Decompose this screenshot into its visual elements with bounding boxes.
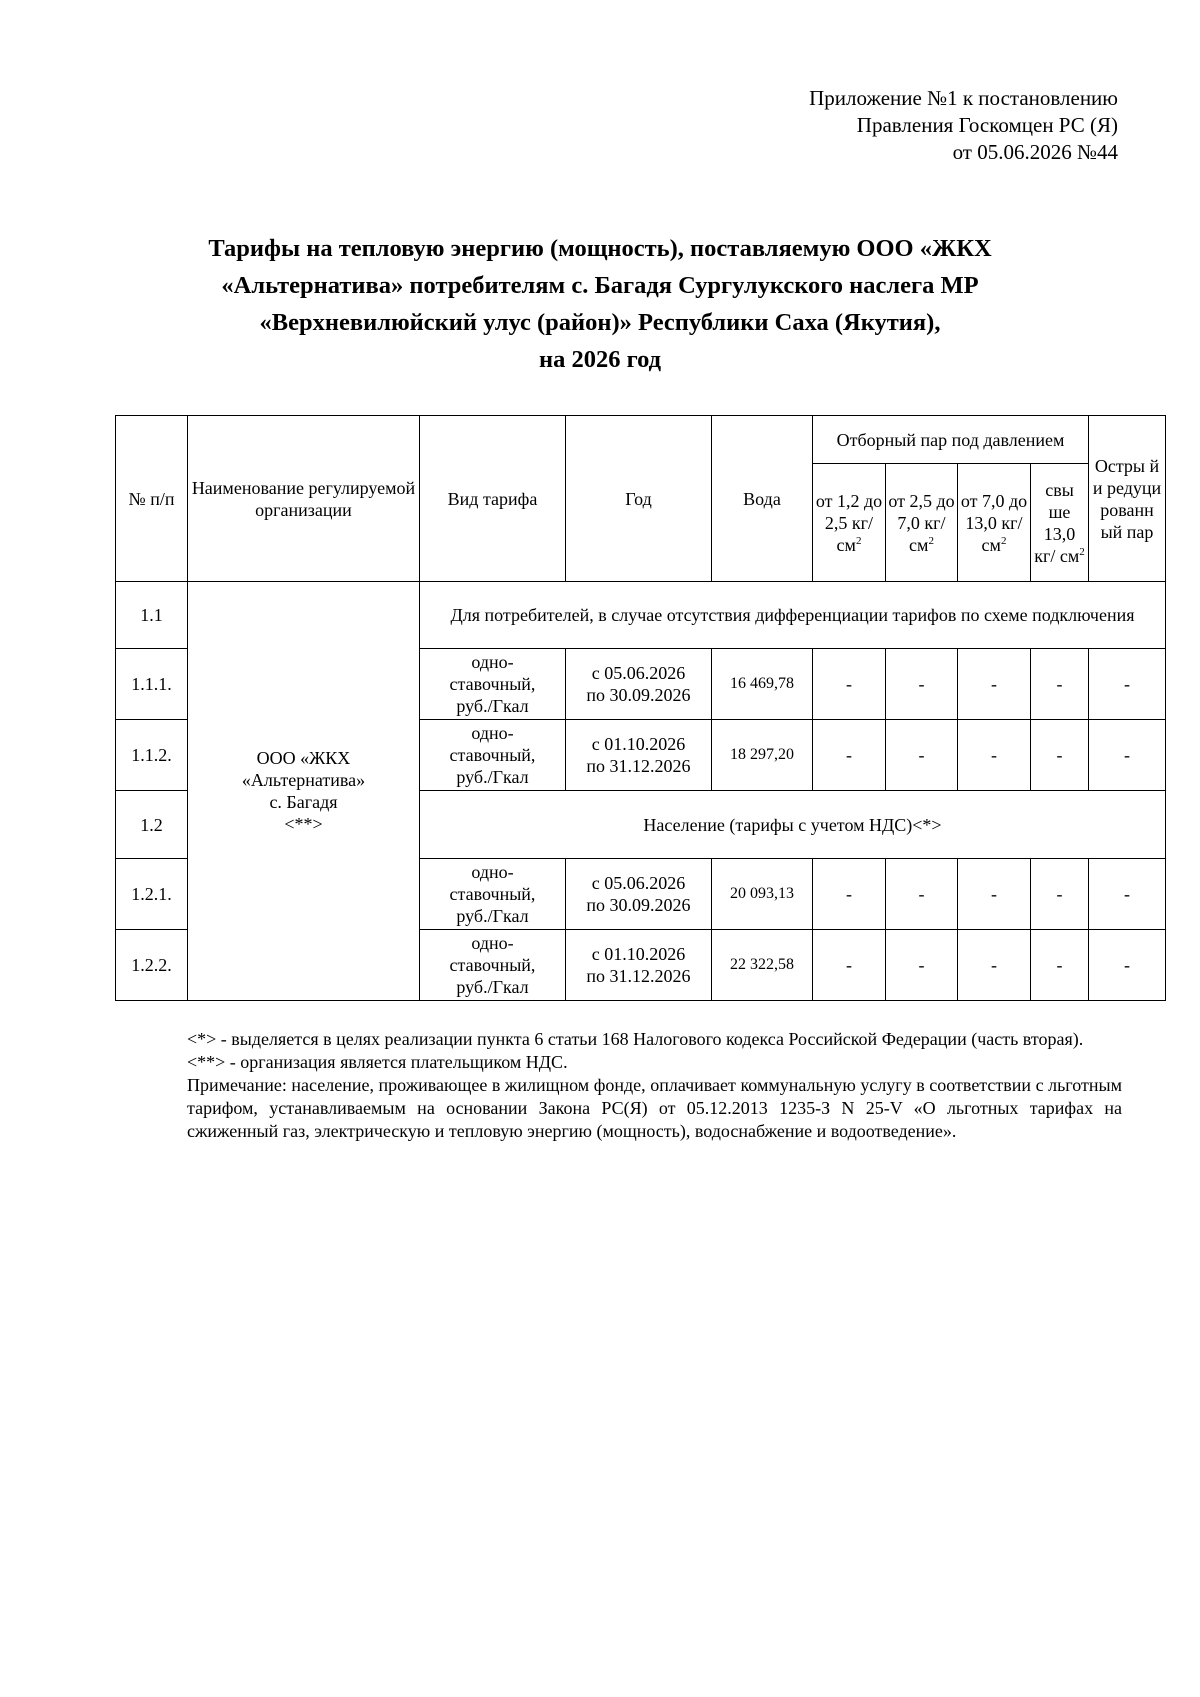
steam-value: - [958,649,1031,720]
superscript: 2 [928,534,934,547]
header-row [116,416,1166,464]
water-value: 16 469,78 [712,649,813,720]
org-name-cell: ООО «ЖКХ «Альтернатива» с. Багадя <**> [188,582,420,1001]
steam-value: - [958,930,1031,1001]
steam-value: - [886,649,958,720]
water-value: 18 297,20 [712,720,813,791]
sharp-steam-value: - [1089,649,1166,720]
row-num: 1.2.1. [116,859,188,930]
tariff-type-cell: одно- ставочный, руб./Гкал [420,930,566,1001]
steam-value: - [1031,649,1089,720]
sharp-steam-value: - [1089,859,1166,930]
row-num: 1.2.2. [116,930,188,1001]
appendix-line: Приложение №1 к постановлению [809,86,1118,110]
steam-value: - [813,859,886,930]
title-line: «Альтернатива» потребителям с. Багадя Сургулукского наслега МР [221,272,979,299]
period-cell: с 01.10.2026 по 31.12.2026 [566,930,712,1001]
header-water: Вода [712,416,813,582]
steam-value: - [813,649,886,720]
header-steam-group: Отборный пар под давлением [813,416,1089,464]
appendix-header [598,85,1118,166]
sharp-steam-value: - [1089,930,1166,1001]
title-line: Тарифы на тепловую энергию (мощность), поставляемую ООО «ЖКХ [208,235,992,262]
superscript: 2 [1000,534,1007,547]
row-num: 1.2 [116,791,188,859]
tariff-type-cell: одно- ставочный, руб./Гкал [420,859,566,930]
tariff-type-cell: одно- ставочный, руб./Гкал [420,649,566,720]
header-year: Год [566,416,712,582]
superscript: 2 [1079,545,1085,558]
section-band: Население (тарифы с учетом НДС)<*> [420,791,1166,859]
steam-value: - [958,859,1031,930]
row-num: 1.1 [116,582,188,649]
note-paragraph: Примечание: население, проживающее в жилищном фонде, оплачивает коммунальную услугу в соответствии с льготным тарифом, устанавливаемым на основании Закона РС(Я) от 05.12.2013 1235-З N 25-V «О льготных тарифах на сжиженный газ, электрическую и тепловую энергию (мощность), водоснабжение и водоотведение». [187,1075,1122,1141]
header-steam-4: свы ше 13,0 кг/ $см^2$ [1031,464,1089,582]
tariff-type-cell: одно- ставочный, руб./Гкал [420,720,566,791]
footnote: <*> - выделяется в целях реализации пункта 6 статьи 168 Налогового кодекса Российской Федерации (часть вторая). [187,1029,1084,1049]
header-steam-1: от 1,2 до 2,5 кг/ $см^2$ [813,464,886,582]
period-cell: с 01.10.2026 по 31.12.2026 [566,720,712,791]
footnote: <**> - организация является плательщиком НДС. [187,1052,568,1072]
row-num: 1.1.2. [116,720,188,791]
steam-value: - [886,930,958,1001]
water-value: 20 093,13 [712,859,813,930]
steam-value: - [813,930,886,1001]
header-num: № п/п [116,416,188,582]
header-steam-2: от 2,5 до 7,0 кг/ $см^2$ [886,464,958,582]
section-band: Для потребителей, в случае отсутствия дифференциации тарифов по схеме подключения [420,582,1166,649]
appendix-line: Правления Госкомцен РС (Я) [856,113,1118,137]
steam-value: - [1031,720,1089,791]
steam-value: - [886,720,958,791]
title-line: «Верхневилюйский улус (район)» Республики Саха (Якутия), [259,309,941,336]
header-org: Наименование регулируемой организации [188,416,420,582]
steam-value: - [1031,859,1089,930]
table-row [116,582,1166,649]
steam-value: - [886,859,958,930]
appendix-line: от 05.06.2026 №44 [952,140,1118,164]
header-steam-3: от 7,0 до 13,0 кг/ $см^2$ [958,464,1031,582]
period-cell: с 05.06.2026 по 30.09.2026 [566,859,712,930]
water-value: 22 322,58 [712,930,813,1001]
period-cell: с 05.06.2026 по 30.09.2026 [566,649,712,720]
steam-value: - [1031,930,1089,1001]
sharp-steam-value: - [1089,720,1166,791]
steam-value: - [958,720,1031,791]
footnotes [187,1028,1122,1143]
header-tariff-type: Вид тарифа [420,416,566,582]
title-line: на 2026 год [538,346,662,373]
document-title [115,230,1085,378]
steam-value: - [813,720,886,791]
superscript: 2 [855,534,862,547]
tariff-table [115,415,1166,1001]
header-sharp-steam: Остры й и редуци рованн ый пар [1089,416,1166,582]
row-num: 1.1.1. [116,649,188,720]
